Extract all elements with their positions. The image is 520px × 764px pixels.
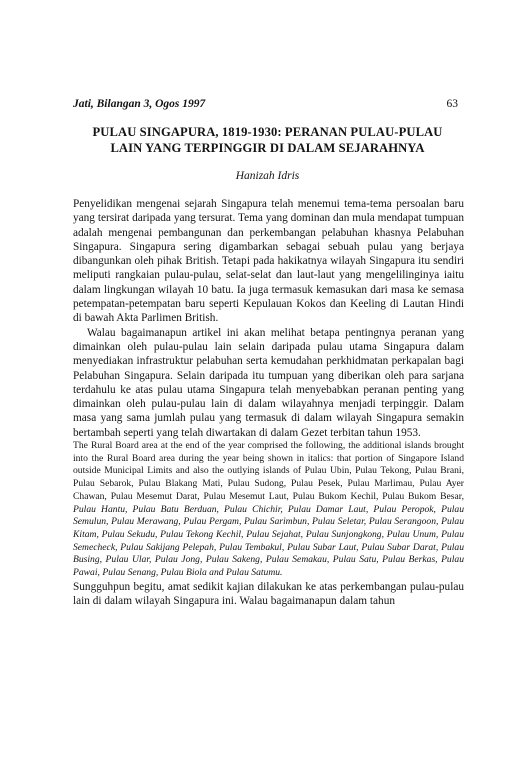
gazette-quotation-plain: The Rural Board area at the end of the year comprised the following, the additional islands brought into the Rural Board area during the year being shown in italics: that portion of Singapore Island outside Municipal Limits and also the outlying islands of Pulau Ubin, Pulau Tekong, Pulau Brani, Pulau Sebarok, Pulau Blakang Mati, Pulau Sudong, Pulau Pesek, Pulau Marlimau, Pulau Ayer Chawan, Pulau Mesemut Darat, Pulau Mesemut Laut, Pulau Bukom Kechil, Pulau Bukom Besar, [73, 440, 464, 502]
gazette-quotation [73, 440, 464, 580]
article-author: Hanizah Idris [235, 170, 300, 182]
running-header [73, 98, 458, 110]
paragraph-2: Walau bagaimanapun artikel ini akan melihat betapa pentingnya peranan yang dimainkan oleh pulau-pulau lain selain daripada pulau utama Singapura dalam menyediakan infrastruktur pelabuhan serta kemudahan perkhidmatan perkapalan bagi Pelabuhan Singapura. Selain daripada itu tumpuan yang diberikan oleh para sarjana terdahulu ke atas pulau utama Singapura telah menyebabkan peranan penting yang dimainkan oleh pulau-pulau lain di dalam wilayahnya menjadi terpinggir. Dalam masa yang sama jumlah pulau yang termasuk di dalam wilayah Singapura semakin bertambah seperti yang telah diwartakan di dalam Gezet terbitan tahun 1953. [73, 326, 464, 439]
paragraph-1: Penyelidikan mengenai sejarah Singapura telah menemui tema-tema persoalan baru yang tersirat daripada yang tersurat. Tema yang dominan dan mula mendapat tumpuan adalah mengenai pembangunan dan perkembangan pelabuhan khasnya Pelabuhan Singapura. Singapura sering digambarkan sebagai sebuah pulau yang berjaya dibangunkan oleh pihak British. Tetapi pada hakikatnya wilayah Singapura itu sendiri meliputi rangkaian pulau-pulau, selat-selat dan laut-laut yang mengelilinginya iaitu dalam lingkungan wilayah 10 batu. Ia juga termasuk kemasukan dari masa ke semasa petempatan-petempatan baru seperti Kepulauan Kokos dan Keeling di Lautan Hindi di bawah Akta Parlimen British. [73, 198, 464, 325]
paragraph-3: Sungguhpun begitu, amat sedikit kajian dilakukan ke atas perkembangan pulau-pulau lain di dalam wilayah Singapura ini. Walau bagaimanapun dalam tahun [73, 580, 464, 608]
journal-citation: Jati, Bilangan 3, Ogos 1997 [73, 98, 206, 110]
page-number: 63 [446, 98, 458, 110]
article-title [70, 124, 465, 156]
article-body [73, 197, 464, 608]
gazette-quotation-italic-islands: Pulau Hantu, Pulau Batu Berduan, Pulau Chichir, Pulau Damar Laut, Pulau Peropok, Pulau Semulun, Pulau Merawang, Pulau Pergam, Pulau Sarimbun, Pulau Seletar, Pulau Serangoon, Pulau Kitam, Pulau Sekudu, Pulau Tekong Kechil, Pulau Sejahat, Pulau Sunjongkong, Pulau Unum, Pulau Semecheck, Pulau Sakijang Pelepah, Pulau Tembakul, Pulau Subar Laut, Pulau Subar Darat, Pulau Busing, Pulau Ular, Pulau Jong, Pulau Sakeng, Pulau Semakau, Pulau Satu, Pulau Berkas, Pulau Pawai, Pulau Senang, Pulau Biola and Pulau Satumu. [73, 503, 464, 579]
article-title-line-1: PULAU SINGAPURA, 1819-1930: PERANAN PULAU-PULAU [92, 125, 443, 139]
article-title-line-2: LAIN YANG TERPINGGIR DI DALAM SEJARAHNYA [110, 141, 425, 155]
